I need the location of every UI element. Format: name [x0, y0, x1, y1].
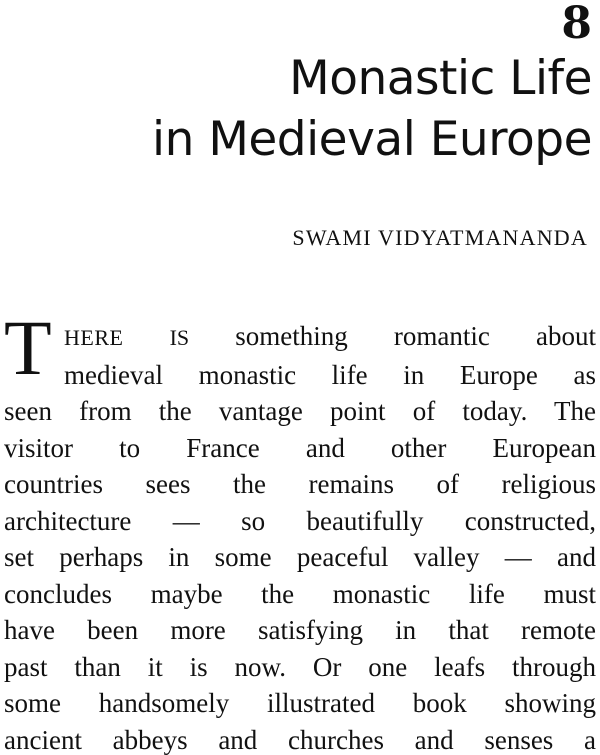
body-line-12: ancient abbeys and churches and senses a — [4, 724, 596, 755]
drop-cap-letter: T — [4, 304, 52, 391]
body-line-5: countries sees the remains of religious — [4, 469, 596, 499]
body-line-1 — [4, 318, 596, 357]
chapter-title-line-2: in Medieval Europe — [152, 112, 592, 167]
line-1-rest: something romantic about — [235, 321, 597, 351]
chapter-number: 8 — [561, 0, 592, 49]
body-line-10: past than it is now. Or one leafs through — [4, 651, 596, 682]
second-word: IS — [169, 325, 190, 350]
body-line-11: some handsomely illustrated book showing — [4, 688, 596, 718]
author-name: SWAMI VIDYATMANANDA — [292, 225, 588, 250]
body-line-7: set perhaps in some peaceful valley — and — [4, 542, 596, 572]
body-line-6: architecture — so beautifully constructed, — [4, 505, 596, 536]
chapter-title — [152, 48, 592, 170]
body-line-8: concludes maybe the monastic life must — [4, 578, 596, 609]
body-paragraph — [4, 318, 596, 755]
body-line-9: have been more satisfying in that remote — [4, 615, 596, 645]
body-line-2: medieval monastic life in Europe as — [64, 359, 596, 390]
first-word-rest: HERE — [64, 325, 124, 350]
chapter-title-line-1: Monastic Life — [289, 51, 592, 106]
body-line-3: seen from the vantage point of today. The — [4, 396, 596, 426]
body-line-4: visitor to France and other European — [4, 432, 596, 463]
